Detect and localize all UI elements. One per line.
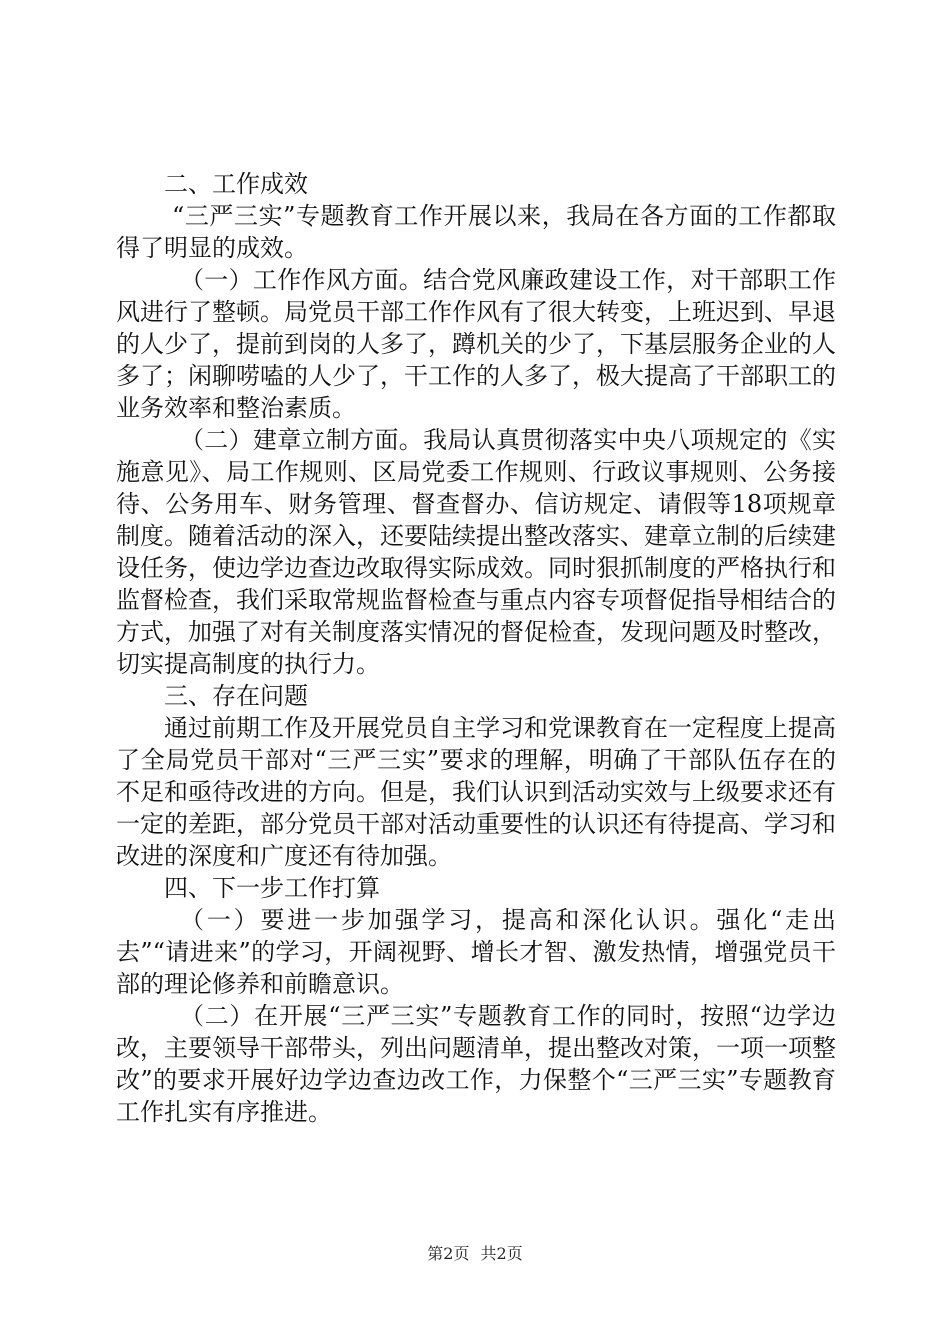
section-heading-problems: 三、存在问题 <box>164 682 308 710</box>
section-heading-next-steps: 四、下一步工作打算 <box>164 874 380 902</box>
page-footer <box>0 1244 950 1264</box>
paragraph-intro: “三严三实”专题教育工作开展以来，我局在各方面的工作都取得了明显的成效。 <box>116 202 836 262</box>
paragraph-strengthen-learning: （一）要进一步加强学习，提高和深化认识。强化“走出去”“请进来”的学习，开阔视野、增长才智、激发热情，增强党员干部的理论修养和前瞻意识。 <box>116 906 836 998</box>
paragraph-regulations: （二）建章立制方面。我局认真贯彻落实中央八项规定的《实施意见》、局工作规则、区局党委工作规则、行政议事规则、公务接待、公务用车、财务管理、督查督办、信访规定、请假等18项规章制度。随着活动的深入，还要陆续提出整改落实、建章立制的后续建设任务，使边学边查边改取得实际成效。同时狠抓制度的严格执行和监督检查，我们采取常规监督检查与重点内容专项督促指导相结合的方式，加强了对有关制度落实情况的督促检查，发现问题及时整改，切实提高制度的执行力。 <box>116 426 836 678</box>
page-total: 共2页 <box>480 1244 523 1263</box>
paragraph-rectification: （二）在开展“三严三实”专题教育工作的同时，按照“边学边改，主要领导干部带头，列出问题清单，提出整改对策，一项一项整改”的要求开展好边学边查边改工作，力保整个“三严三实”专题教育工作扎实有序推进。 <box>116 1002 836 1126</box>
paragraph-work-style: （一）工作作风方面。结合党风廉政建设工作，对干部职工作风进行了整顿。局党员干部工作作风有了很大转变，上班迟到、早退的人少了，提前到岗的人多了，蹲机关的少了，下基层服务企业的人多了；闲聊唠嗑的人少了，干工作的人多了，极大提高了干部职工的业务效率和整治素质。 <box>116 266 836 422</box>
page-number: 第2页 <box>427 1244 470 1263</box>
document-body <box>116 168 836 1128</box>
paragraph-problems: 通过前期工作及开展党员自主学习和党课教育在一定程度上提高了全局党员干部对“三严三实”要求的理解，明确了干部队伍存在的不足和亟待改进的方向。但是，我们认识到活动实效与上级要求还有一定的差距，部分党员干部对活动重要性的认识还有待提高、学习和改进的深度和广度还有待加强。 <box>116 714 836 870</box>
section-heading-results: 二、工作成效 <box>164 170 308 198</box>
